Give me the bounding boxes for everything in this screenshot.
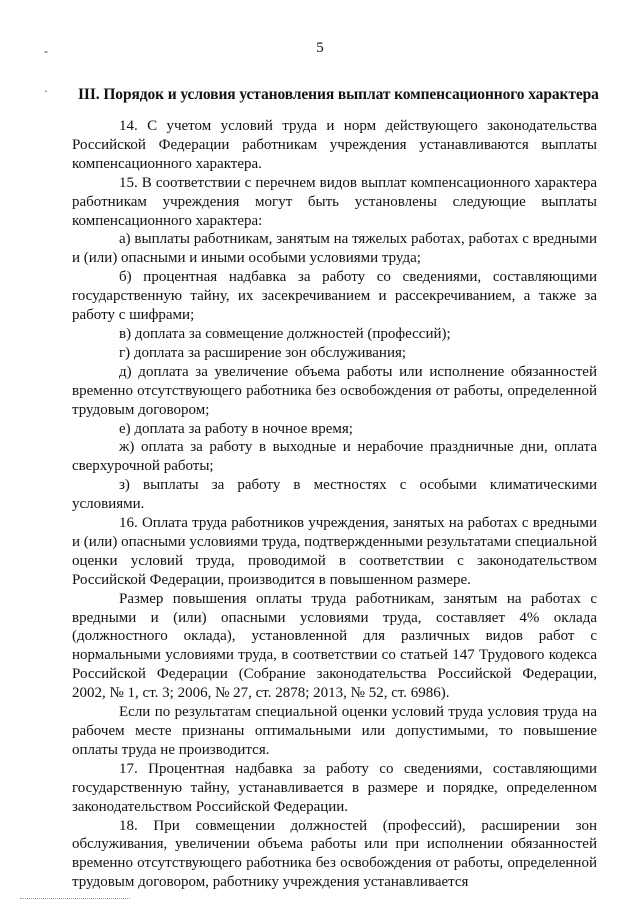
list-item-e: е) доплата за работу в ночное время;	[119, 420, 353, 437]
paragraph-14: 14. С учетом условий труда и норм действующего законодательства Российской Федерации работникам учреждения устанавливаются выплаты компенсационного характера.	[72, 118, 597, 172]
document-body	[72, 117, 597, 892]
paragraph-16: 16. Оплата труда работников учреждения, занятых на работах с вредными и (или) опасными условиями труда, подтвержденными результатами специальной оценки условий труда, проводимой в соответствии с законодательством Российской Федерации, производится в повышенном размере.	[72, 515, 597, 588]
footer-line	[20, 898, 130, 899]
paragraph-17: 17. Процентная надбавка за работу со сведениями, составляющими государственную тайну, устанавливается в размере и порядке, определенном законодательством Российской Федерации.	[72, 760, 597, 815]
list-item-d: д) доплата за увеличение объема работы или исполнение обязанностей временно отсутствующего работника без освобождения от работы, определенной трудовым договором;	[72, 363, 597, 418]
paragraph-18: 18. При совмещении должностей (профессий), расширении зон обслуживания, увеличении объема работы или при исполнении обязанностей временно отсутствующего работника без освобождения от работы, определенной трудовым договором, работнику учреждения устанавливается	[72, 817, 597, 891]
margin-mark: -	[44, 44, 48, 58]
list-item-v: в) доплата за совмещение должностей (профессий);	[119, 325, 451, 342]
page-number: 5	[316, 40, 324, 56]
paragraph-16-size: Размер повышения оплаты труда работникам, занятым на работах с вредными и (или) опасными условиями труда, составляет 4% оклада (должностного оклада), установленной для различных видов работ с нормальными условиями труда, в соответствии со статьей 147 Трудового кодекса Российской Федерации (Собрание законодательства Российской Федерации, 2002, № 1, ст. 3; 2006, № 27, ст. 2878; 2013, № 52, ст. 6986).	[72, 590, 597, 702]
list-item-a: а) выплаты работникам, занятым на тяжелых работах, работах с вредными и (или) опасными и иными особыми условиями труда;	[72, 231, 597, 267]
list-item-z: з) выплаты за работу в местностях с особыми климатическими условиями.	[72, 477, 597, 513]
list-item-g: г) доплата за расширение зон обслуживания;	[119, 344, 407, 361]
section-heading: III. Порядок и условия установления выплат компенсационного характера	[78, 86, 599, 103]
margin-mark: ·	[44, 84, 48, 98]
list-item-zh: ж) оплата за работу в выходные и нерабочие праздничные дни, оплата сверхурочной работы;	[72, 439, 597, 475]
list-item-b: б) процентная надбавка за работу со сведениями, составляющими государственную тайну, их засекречиванием и рассекречиванием, а также за работу с шифрами;	[72, 269, 597, 324]
paragraph-16-exception: Если по результатам специальной оценки условий труда условия труда на рабочем месте признаны оптимальными или допустимыми, то повышение оплаты труда не производится.	[72, 704, 597, 758]
paragraph-15: 15. В соответствии с перечнем видов выплат компенсационного характера работникам учреждения могут быть установлены следующие выплаты компенсационного характера:	[72, 174, 597, 229]
